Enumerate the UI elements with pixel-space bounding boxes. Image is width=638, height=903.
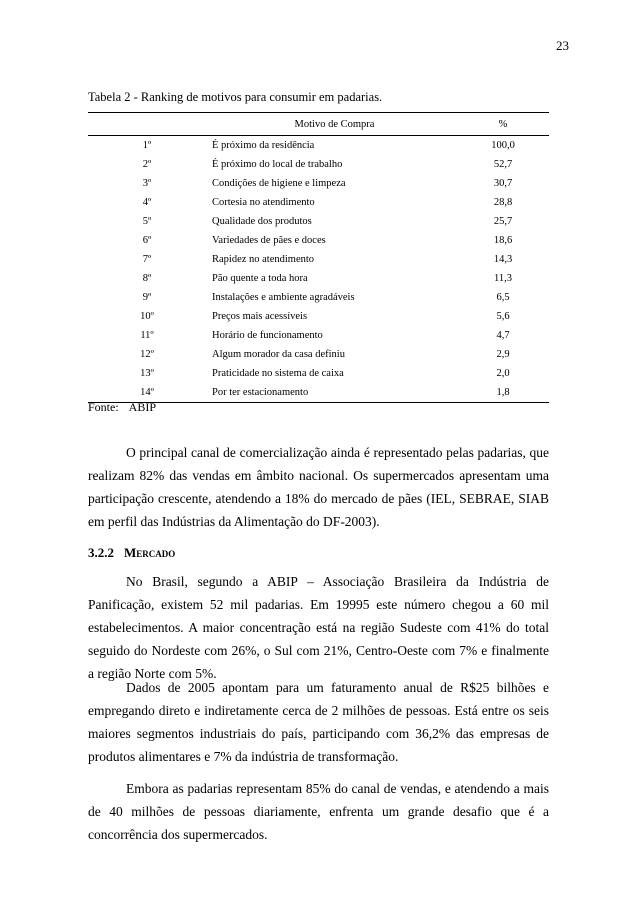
percent-cell: 1,8 <box>457 383 549 403</box>
percent-cell: 28,8 <box>493 197 513 208</box>
table-row <box>88 193 549 212</box>
percent-cell: 52,7 <box>493 159 513 170</box>
percent-cell: 2,9 <box>496 349 510 360</box>
table-row <box>88 174 549 193</box>
percent-cell: 4,7 <box>496 330 510 341</box>
rank-cell: 2º <box>142 159 152 170</box>
source-value: ABIP <box>128 400 157 414</box>
paragraph-competition: Embora as padarias representam 85% do canal de vendas, e atendendo a mais de 40 milhões de pessoas diariamente, enfrenta um grande desafio que é a concorrência dos supermercados. <box>88 781 549 842</box>
page-number: 23 <box>556 38 569 53</box>
table-row <box>88 307 549 326</box>
percent-cell: 25,7 <box>493 216 513 227</box>
motive-cell: Condições de higiene e limpeza <box>212 178 346 189</box>
table-row <box>88 231 549 250</box>
motive-cell: Variedades de pães e doces <box>212 235 326 246</box>
table-row <box>88 364 549 383</box>
source-label: Fonte: <box>88 400 119 414</box>
rank-cell: 6º <box>142 235 152 246</box>
table-source <box>88 400 156 415</box>
motive-cell: Preços mais acessíveis <box>212 311 308 322</box>
header-rank <box>88 113 206 136</box>
motive-cell: É próximo do local de trabalho <box>212 159 343 170</box>
paragraph-revenue: Dados de 2005 apontam para um faturamento anual de R$25 bilhões e empregando direto e indiretamente cerca de 2 milhões de pessoas. Está entre os seis maiores segmentos industriais do país, participando com 36,2% das empresas de produtos alimentares e 7% da indústria de transformação. <box>88 680 549 764</box>
motive-cell: Horário de funcionamento <box>212 330 323 341</box>
rank-cell: 7º <box>142 254 152 265</box>
motive-cell: Rapidez no atendimento <box>212 254 315 265</box>
motive-cell: Algum morador da casa definiu <box>212 349 345 360</box>
table-caption: Tabela 2 - Ranking de motivos para consumir em padarias. <box>88 90 383 104</box>
motive-cell: Instalações e ambiente agradáveis <box>212 292 355 303</box>
motive-cell: Cortesia no atendimento <box>212 197 315 208</box>
header-percent: % <box>457 113 549 136</box>
paragraph-market-size: No Brasil, segundo a ABIP – Associação Brasileira da Indústria de Panificação, existem 52 mil padarias. Em 19995 este número chegou a 60 mil estabelecimentos. A maior concentração está na região Sudeste com 41% do total seguido do Nordeste com 26%, o Sul com 21%, Centro-Oeste com 7% e finalmente a região Norte com 5%. <box>88 574 549 681</box>
rank-cell: 9º <box>142 292 152 303</box>
table-row <box>88 155 549 174</box>
motive-cell: Por ter estacionamento <box>206 383 457 403</box>
rank-cell: 14º <box>88 383 206 403</box>
rank-cell: 4º <box>142 197 152 208</box>
table-header-row <box>88 113 549 136</box>
percent-cell: 30,7 <box>493 178 513 189</box>
percent-cell: 18,6 <box>493 235 513 246</box>
table-row <box>88 269 549 288</box>
rank-cell: 13º <box>140 368 154 379</box>
rank-cell: 11º <box>140 330 154 341</box>
section-title: Mercado <box>124 545 176 560</box>
table-row <box>88 383 549 403</box>
rank-cell: 3º <box>142 178 152 189</box>
table-row <box>88 326 549 345</box>
rank-cell: 5º <box>142 216 152 227</box>
percent-cell: 11,3 <box>494 273 512 284</box>
table-row <box>88 345 549 364</box>
motive-cell: Pão quente a toda hora <box>212 273 308 284</box>
ranking-table <box>88 112 549 403</box>
motive-cell: É próximo da residência <box>212 140 315 151</box>
percent-cell: 14,3 <box>493 254 513 265</box>
motive-cell: Praticidade no sistema de caixa <box>212 368 344 379</box>
section-heading <box>88 545 175 561</box>
percent-cell: 5,6 <box>496 311 510 322</box>
percent-cell: 2,0 <box>496 368 510 379</box>
motive-cell: Qualidade dos produtos <box>212 216 312 227</box>
rank-cell: 10º <box>140 311 154 322</box>
table-row <box>88 250 549 269</box>
paragraph-sales-channel: O principal canal de comercialização ainda é representado pelas padarias, que realizam 82% das vendas em âmbito nacional. Os supermercados apresentam uma participação crescente, atendendo a 18% do mercado de pães (IEL, SEBRAE, SIAB em perfil das Indústrias da Alimentação do DF-2003). <box>88 445 549 529</box>
table-row <box>88 136 549 156</box>
rank-cell: 1º <box>142 140 152 151</box>
table-row <box>88 288 549 307</box>
table-row <box>88 212 549 231</box>
section-number: 3.2.2 <box>88 545 114 560</box>
percent-cell: 100,0 <box>491 140 515 151</box>
rank-cell: 12º <box>140 349 154 360</box>
percent-cell: 6,5 <box>496 292 510 303</box>
header-motive: Motivo de Compra <box>206 113 457 136</box>
rank-cell: 8º <box>142 273 152 284</box>
